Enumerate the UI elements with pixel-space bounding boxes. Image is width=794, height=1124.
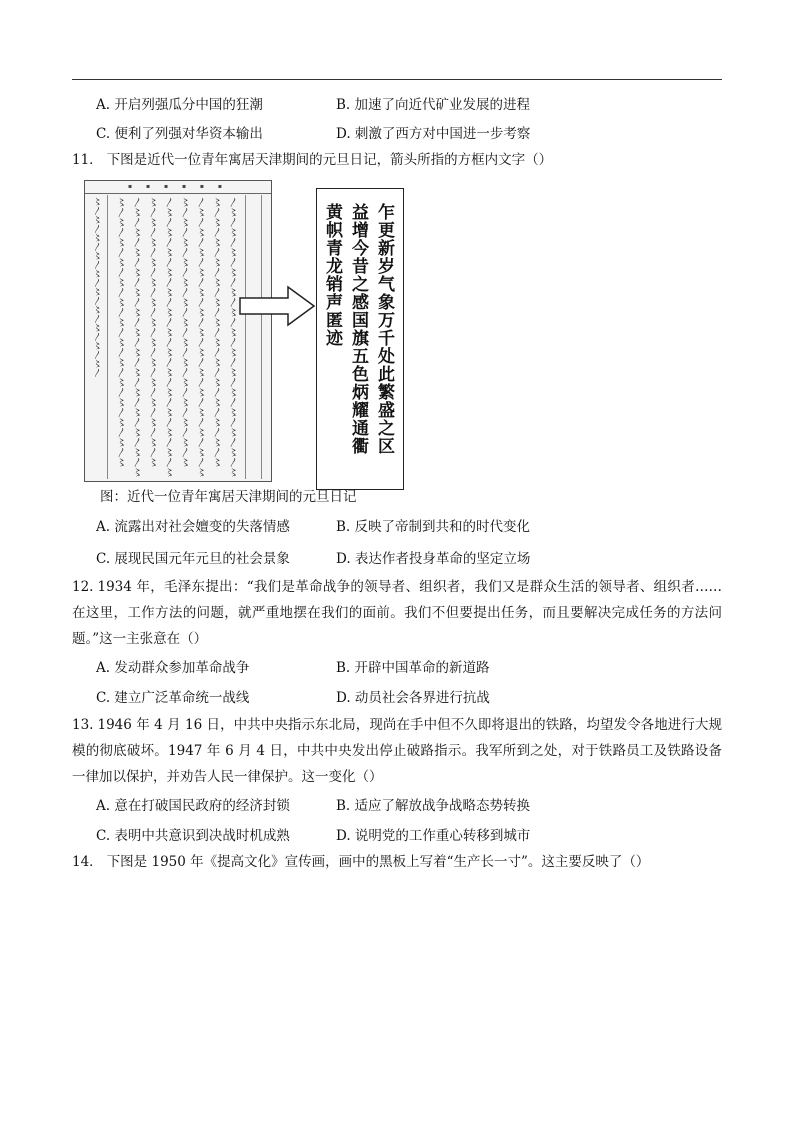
- q11-stem-text: 下图是近代一位青年寓居天津期间的元旦日记，箭头所指的方框内文字（）: [106, 152, 553, 168]
- q12-option-c[interactable]: C. 建立广泛革命统一战线: [96, 690, 250, 706]
- diary-handwriting-column: 〳〻〳〻〳〻〳〻〳〻〳〻〳〻〳〻〳〻〳〻〳〻〳〻〳〻〳〻: [194, 197, 205, 477]
- diary-handwriting-column: 〳〻〳〻〳〻〳〻〳〻〳〻〳〻〳〻〳〻〳〻〳〻〳〻〳〻〳〻: [162, 197, 173, 477]
- diary-date-column: 〻〳〻〳〻〳〻〳〻〳〻〳〻〳〻〳〻〳〻〳: [91, 197, 101, 377]
- q11-option-d[interactable]: D. 表达作者投身革命的坚定立场: [336, 551, 531, 567]
- q12-number: 12.: [72, 579, 94, 595]
- diary-excerpt-box: [316, 188, 404, 490]
- q13-stem-text: 1946 年 4 月 16 日，中共中央指示东北局，现尚在手中但不久即将退出的铁路，均望发令各地进行大规模的彻底破坏。1947 年 6 月 4 日，中共中央发出停止破路指示。我军所到之处，对于铁路员工及铁路设备一律加以保护，并劝告人民一律保护。这一变化（）: [72, 717, 722, 785]
- diary-handwriting-column: 〳〻〳〻〳〻〳〻〳〻〳〻〳〻〳〻〳〻〳〻〳〻〳〻〳〻〳〻: [226, 197, 237, 477]
- q12-option-b[interactable]: B. 开辟中国革命的新道路: [336, 660, 490, 676]
- figure-caption: 图：近代一位青年寓居天津期间的元旦日记: [100, 489, 357, 505]
- q13-stem: [72, 712, 722, 790]
- q10-option-d[interactable]: D. 刺激了西方对中国进一步考察: [336, 126, 531, 142]
- q12-stem-text: 1934 年，毛泽东提出：“我们是革命战争的领导者、组织者，我们又是群众生活的领导者、组织者……在这里，工作方法的问题，就严重地摆在我们的面前。我们不但要提出任务，而且要解决完成任务的方法问题。”这一主张意在（）: [72, 579, 722, 647]
- q10-option-b[interactable]: B. 加速了向近代矿业发展的进程: [336, 97, 531, 113]
- q13-number: 13.: [72, 717, 94, 733]
- box-text-column-3: 黄帜青龙销声匿迹: [322, 203, 342, 347]
- q10-option-c[interactable]: C. 便利了列强对华资本输出: [96, 126, 263, 142]
- q11-number: 11．: [72, 152, 103, 168]
- top-divider: [72, 79, 722, 80]
- q11-stem: [72, 151, 552, 169]
- q14-stem: [72, 853, 649, 871]
- q13-option-d[interactable]: D. 说明党的工作重心转移到城市: [336, 828, 531, 844]
- arrow-right-icon: [238, 284, 316, 328]
- box-text-column-1: 乍更新岁气象万千处此繁盛之区: [374, 203, 394, 455]
- q13-option-b[interactable]: B. 适应了解放战争战略态势转换: [336, 798, 531, 814]
- q13-option-a[interactable]: A. 意在打破国民政府的经济封锁: [96, 798, 290, 814]
- diary-handwriting-column: 〳〻〳〻〳〻〳〻〳〻〳〻〳〻〳〻〳〻〳〻〳〻〳〻〳〻〳〻: [130, 197, 141, 477]
- q12-option-d[interactable]: D. 动员社会各界进行抗战: [336, 690, 490, 706]
- q12-stem: [72, 574, 722, 652]
- q11-option-c[interactable]: C. 展现民国元年元旦的社会景象: [96, 551, 290, 567]
- diary-rule: [245, 195, 246, 479]
- q12-option-a[interactable]: A. 发动群众参加革命战争: [96, 660, 250, 676]
- diary-header-decoration: ▪ ▪ ▪ ▪ ▪ ▪: [85, 181, 271, 194]
- diary-rule: [261, 195, 262, 479]
- q14-number: 14．: [72, 854, 103, 870]
- q14-stem-text: 下图是 1950 年《提高文化》宣传画，画中的黑板上写着“生产长一寸”。这主要反映了（）: [106, 854, 650, 870]
- q11-option-a[interactable]: A. 流露出对社会嬗变的失落情感: [96, 519, 290, 535]
- diary-handwriting-column: 〻〳〻〳〻〳〻〳〻〳〻〳〻〳〻〳〻〳〻〳〻〳〻〳〻〳〻: [178, 197, 189, 467]
- diary-handwriting-column: 〻〳〻〳〻〳〻〳〻〳〻〳〻〳〻〳〻〳〻〳〻〳〻〳〻〳〻: [146, 197, 157, 467]
- q10-option-a[interactable]: A. 开启列强瓜分中国的狂潮: [96, 97, 263, 113]
- box-text-column-2: 益增今昔之感国旗五色炳耀通衢: [348, 203, 368, 455]
- q13-option-c[interactable]: C. 表明中共意识到决战时机成熟: [96, 828, 290, 844]
- diary-handwriting-column: 〻〳〻〳〻〳〻〳〻〳〻〳〻〳〻〳〻〳〻〳〻〳〻〳〻〳〻: [210, 197, 221, 467]
- q11-option-b[interactable]: B. 反映了帝制到共和的时代变化: [336, 519, 531, 535]
- diary-image: [84, 180, 272, 482]
- diary-handwriting-column: 〻〳〻〳〻〳〻〳〻〳〻〳〻〳〻〳〻〳〻〳〻〳〻〳〻〳〻: [114, 197, 125, 467]
- diary-rule: [107, 195, 108, 479]
